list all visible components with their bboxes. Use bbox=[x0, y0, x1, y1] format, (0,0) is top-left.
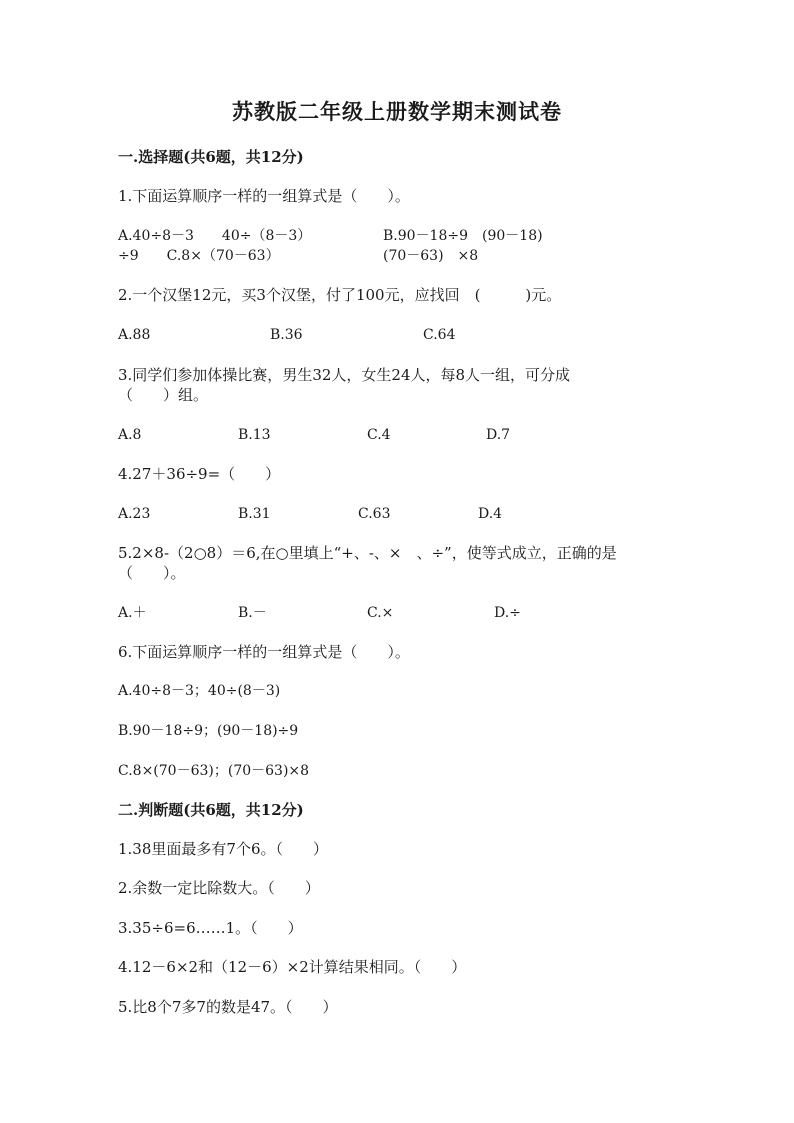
question-5-option: A.＋ bbox=[118, 605, 147, 621]
question-1-option-b-cont: (70－63) ×8 bbox=[383, 248, 479, 264]
question-4-stem: 4.27＋36÷9=（ ） bbox=[118, 465, 281, 483]
question-1-option-a: A.40÷8－3 40÷（8－3） bbox=[118, 228, 312, 244]
judge-item-3: 3.35÷6=6……1。（ ） bbox=[118, 919, 303, 937]
judge-item-1: 1.38里面最多有7个6。（ ） bbox=[118, 840, 328, 858]
section-heading-choice: 一.选择题(共6题，共12分) bbox=[118, 148, 304, 166]
question-1-option-b: B.90－18÷9 (90－18) bbox=[383, 228, 543, 244]
question-2-stem: 2.一个汉堡12元，买3个汉堡，付了100元，应找回 ( )元。 bbox=[118, 286, 562, 304]
question-2-option: C.64 bbox=[423, 327, 456, 343]
question-3-option: C.4 bbox=[367, 427, 391, 443]
question-5-option: D.÷ bbox=[494, 605, 521, 621]
question-4-option: B.31 bbox=[238, 506, 271, 522]
question-6-option-a: A.40÷8－3；40÷(8－3) bbox=[118, 683, 281, 699]
question-3-stem: 3.同学们参加体操比赛，男生32人，女生24人，每8人一组，可分成 bbox=[118, 366, 571, 384]
question-3-option: D.7 bbox=[486, 427, 511, 443]
question-3-option: A.8 bbox=[118, 427, 142, 443]
question-3-option: B.13 bbox=[238, 427, 271, 443]
question-4-option: A.23 bbox=[118, 506, 151, 522]
question-5-option: C.× bbox=[367, 605, 394, 621]
question-1-stem: 1.下面运算顺序一样的一组算式是（ ）。 bbox=[118, 187, 410, 205]
page-title: 苏教版二年级上册数学期末测试卷 bbox=[232, 99, 562, 124]
question-3-stem-cont: （ ）组。 bbox=[118, 386, 209, 404]
question-5-option: B.－ bbox=[238, 605, 267, 621]
question-5-stem-cont: （ ）。 bbox=[118, 564, 186, 582]
question-2-option: A.88 bbox=[118, 327, 151, 343]
section-heading-judge: 二.判断题(共6题，共12分) bbox=[118, 801, 304, 819]
question-6-option-c: C.8×(70－63)；(70－63)×8 bbox=[118, 763, 310, 779]
question-1-option-c: ÷9 C.8×（70－63） bbox=[118, 248, 280, 264]
question-4-option: C.63 bbox=[358, 506, 391, 522]
judge-item-5: 5.比8个7多7的数是47。（ ） bbox=[118, 998, 338, 1016]
judge-item-2: 2.余数一定比除数大。（ ） bbox=[118, 879, 320, 897]
question-6-stem: 6.下面运算顺序一样的一组算式是（ ）。 bbox=[118, 643, 410, 661]
question-4-option: D.4 bbox=[478, 506, 503, 522]
question-5-stem: 5.2×8-（2○8）＝6,在○里填上“+、-、× 、÷”，使等式成立，正确的是 bbox=[118, 544, 617, 562]
question-6-option-b: B.90－18÷9；(90－18)÷9 bbox=[118, 723, 299, 739]
question-2-option: B.36 bbox=[270, 327, 303, 343]
judge-item-4: 4.12－6×2和（12－6）×2计算结果相同。（ ） bbox=[118, 958, 467, 976]
